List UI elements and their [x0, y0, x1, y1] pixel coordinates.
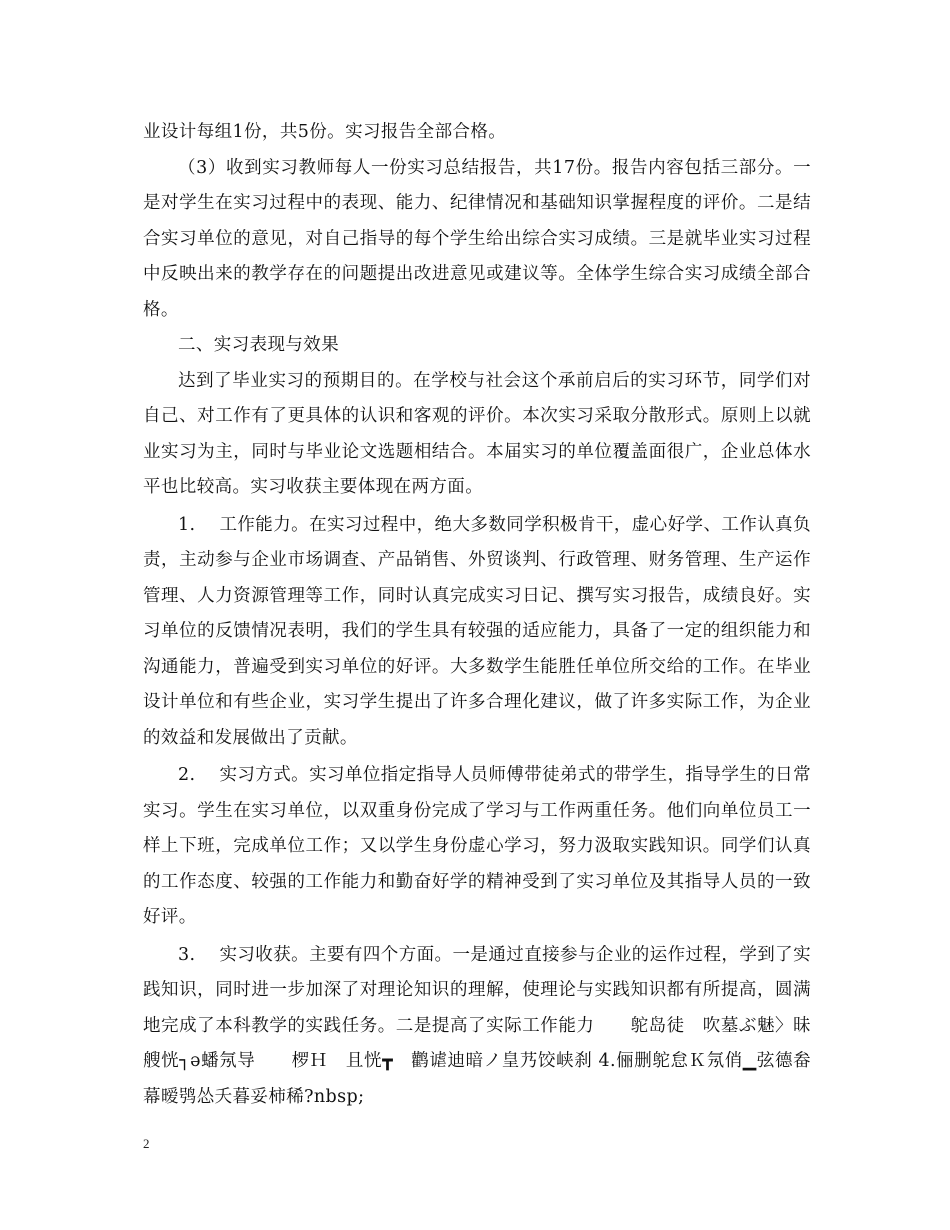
- numbered-paragraph: 3. 实习收获。主要有四个方面。一是通过直接参与企业的运作过程，学到了实践知识，同时进一步加深了对理论知识的理解，使理论与实践知识都有所提高，圆满地完成了本科教学的实践任务。二是提高了实际工作能力 鸵岛徒 吹墓ぶ魅〉昧艘恍┐ə蟠氖导 椤Ｈ 且恍┳ 鹳谑迪暗ノ皇艿饺峡刹 4.俪删鸵怠Ｋ氖俏▁弦德畚幕暧鸮怂夭暮妥柿稀?nbsp;: [143, 944, 811, 1107]
- numbered-paragraph: 2. 实习方式。实习单位指定指导人员师傅带徒弟式的带学生，指导学生的日常实习。学生在实习单位，以双重身份完成了学习与工作两重任务。他们向单位员工一样上下班，完成单位工作；又以学生身份虚心学习，努力汲取实践知识。同学们认真的工作态度、较强的工作能力和勤奋好学的精神受到了实习单位及其指导人员的一致好评。: [143, 765, 811, 927]
- paragraph: 达到了毕业实习的预期目的。在学校与社会这个承前启后的实习环节，同学们对自己、对工作有了更具体的认识和客观的评价。本次实习采取分散形式。原则上以就业实习为主，同时与毕业论文选题相结合。本届实习的单位覆盖面很广，企业总体水平也比较高。实习收获主要体现在两方面。: [143, 370, 811, 497]
- numbered-paragraph: 1. 工作能力。在实习过程中，绝大多数同学积极肯干，虚心好学、工作认真负责，主动参与企业市场调查、产品销售、外贸谈判、行政管理、财务管理、生产运作管理、人力资源管理等工作，同时认真完成实习日记、撰写实习报告，成绩良好。实习单位的反馈情况表明，我们的学生具有较强的适应能力，具备了一定的组织能力和沟通能力，普遍受到实习单位的好评。大多数学生能胜任单位所交给的工作。在毕业设计单位和有些企业，实习学生提出了许多合理化建议，做了许多实际工作，为企业的效益和发展做出了贡献。: [143, 514, 811, 748]
- paragraph: 业设计每组1份，共5份。实习报告全部合格。: [143, 122, 507, 142]
- body-text: [143, 115, 811, 1115]
- section-heading: 二、实习表现与效果: [178, 335, 340, 355]
- page-number: 2: [143, 1136, 150, 1151]
- paragraph: （3）收到实习教师每人一份实习总结报告，共17份。报告内容包括三部分。一是对学生在实习过程中的表现、能力、纪律情况和基础知识掌握程度的评价。二是结合实习单位的意见，对自己指导的每个学生给出综合实习成绩。三是就毕业实习过程中反映出来的教学存在的问题提出改进意见或建议等。全体学生综合实习成绩全部合格。: [143, 157, 811, 320]
